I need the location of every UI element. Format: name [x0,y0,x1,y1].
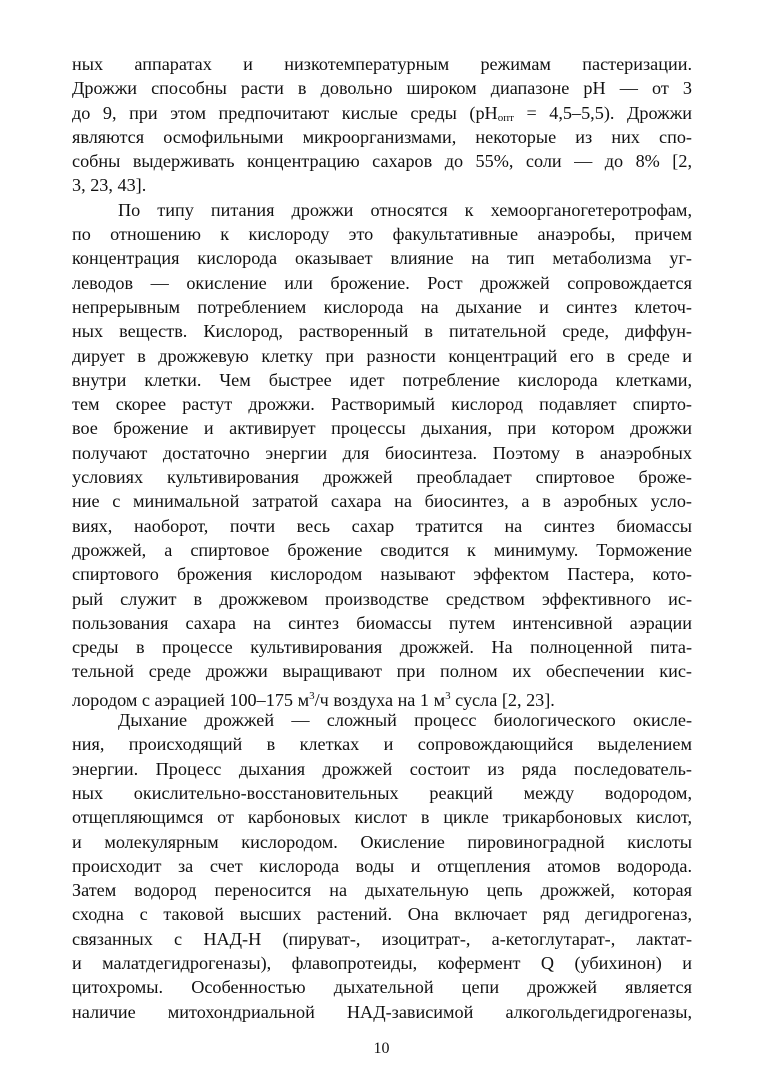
text-line: ние с минимальной затратой сахара на биосинтез, а в аэробных усло- [72,491,692,512]
text-line: Дрожжи способны расти в довольно широком диапазоне pH — от 3 [72,78,692,99]
text-line: пользования сахара на синтез биомассы путем интенсивной аэрации [72,612,692,633]
paragraph-2 [72,198,692,708]
text-line: внутри клетки. Чем быстрее идет потребление кислорода клетками, [72,369,692,390]
text-line: отщепляющимся от карбоновых кислот в цикле трикарбоновых кислот, [72,807,692,828]
text-line: дрожжей, а спиртовое брожение сводится к минимуму. Торможение [72,539,692,560]
text-line: леводов — окисление или брожение. Рост дрожжей сопровождается [72,272,692,293]
text-line: Затем водород переносится на дыхательную цепь дрожжей, которая [72,880,692,901]
text-line: спиртового брожения кислородом называют эффектом Пастера, кото- [72,564,692,585]
text-line: рый служит в дрожжевом производстве средством эффективного ис- [72,588,692,609]
text-line: вое брожение и активирует процессы дыхания, при котором дрожжи [72,418,692,439]
paragraph-3 [72,708,692,1024]
text-line: являются осмофильными микроорганизмами, некоторые из них спо- [72,126,692,147]
text-line: и молекулярным кислородом. Окисление пировиноградной кислоты [72,831,692,852]
text-line: цитохромы. Особенностью дыхательной цепи дрожжей является [72,977,692,998]
page-number: 10 [373,1040,390,1057]
superscript: 3 [309,689,315,702]
text-line: происходит за счет кислорода воды и отщепления атомов водорода. [72,855,692,876]
text-fragment: до 9, при этом предпочитают кислые среды (pH [72,102,498,123]
text-line: сходна с таковой высших растений. Она включает ряд дегидрогеназ, [72,904,692,925]
text-line: получают достаточно энергии для биосинтеза. Поэтому в анаэробных [72,442,692,463]
text-line: собны выдерживать концентрацию сахаров до 55%, соли — до 8% [2, [72,151,692,172]
text-line: 3, 23, 43]. [72,175,147,196]
superscript: 3 [445,689,451,702]
text-line: по отношению к кислороду это факультативные анаэробы, причем [72,224,692,245]
text-line: виях, наоборот, почти весь сахар тратится на синтез биомассы [72,515,692,536]
text-line: ных веществ. Кислород, растворенный в питательной среде, диффун- [72,321,692,342]
text-fragment: лородом с аэрацией 100–175 м [72,689,310,710]
text-line: среды в процессе культивирования дрожжей. На полноценной пита- [72,637,692,658]
text-fragment: /ч воздуха на 1 м [314,689,446,710]
text-line: концентрация кислорода оказывает влияние на тип метаболизма уг- [72,248,692,269]
text-line: и малатдегидрогеназы), флавопротеиды, кофермент Q (убихинон) и [72,952,692,973]
text-fragment: сусла [2, 23]. [450,689,555,710]
text-line: ния, происходящий в клетках и сопровождающийся выделением [72,734,692,755]
document-page [72,52,692,1024]
text-line: ных окислительно-восстановительных реакций между водородом, [72,782,692,803]
text-line: связанных с НАД-Н (пируват-, изоцитрат-, а-кетоглутарат-, лактат- [72,928,692,949]
text-line: дирует в дрожжевую клетку при разности концентраций его в среде и [72,345,692,366]
text-line: Дыхание дрожжей — сложный процесс биологического окисле- [118,710,692,731]
text-line: По типу питания дрожжи относятся к хемоорганогетеротрофам, [118,199,692,220]
text-line [72,101,692,125]
subscript: опт [497,111,514,124]
text-line: энергии. Процесс дыхания дрожжей состоит из ряда последователь- [72,758,692,779]
text-line: условиях культивирования дрожжей преобладает спиртовое броже- [72,467,692,488]
text-fragment: = 4,5–5,5). Дрожжи [513,102,692,123]
text-line: тем скорее растут дрожжи. Растворимый кислород подавляет спирто- [72,394,692,415]
text-line [72,684,692,708]
paragraph-1 [72,52,692,198]
text-line: наличие митохондриальной НАД-зависимой алкогольдегидрогеназы, [72,1001,692,1022]
text-line: тельной среде дрожжи выращивают при полном их обеспечении кис- [72,661,692,682]
text-line: непрерывным потреблением кислорода на дыхание и синтез клеточ- [72,296,692,317]
text-line: ных аппаратах и низкотемпературным режимам пастеризации. [72,54,692,74]
